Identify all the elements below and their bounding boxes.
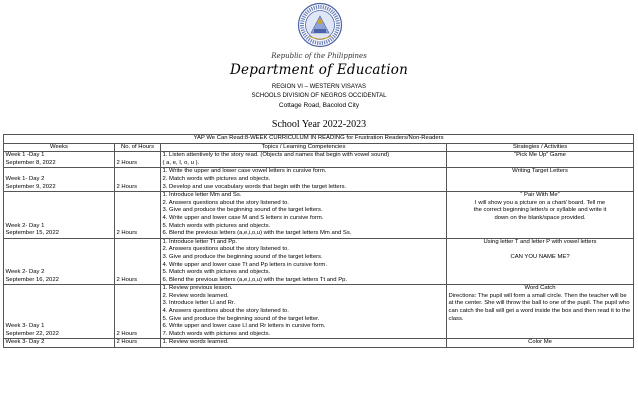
strategy-text: down on the blank/space provided. — [494, 214, 586, 221]
topics-cell — [161, 285, 447, 339]
topics-cell — [161, 192, 447, 239]
topic-item: 1. Introduce letter Tt and Pp. — [162, 238, 238, 245]
hours-cell: 2 Hours — [115, 168, 161, 192]
week-date: September 8, 2022 — [5, 159, 56, 166]
table-title-row — [4, 135, 634, 144]
topic-item: 3. Introduce letter Ll and Rr. — [162, 300, 236, 307]
hours-cell: 2 Hours — [115, 285, 161, 339]
week-cell — [4, 238, 115, 285]
topic-item: 1. Introduce letter Mm and Ss. — [162, 192, 242, 199]
topic-item: 5. Match words with pictures and objects. — [162, 269, 271, 276]
deped-seal-icon — [297, 2, 343, 48]
topic-item: 7. Match words with pictures and objects. — [162, 330, 271, 337]
week-cell — [4, 192, 115, 239]
region-line: REGION VI – WESTERN VISAYAS — [271, 84, 367, 90]
strategy-title: Word Catch — [524, 285, 556, 292]
topic-item: 2. Review words learned. — [162, 292, 229, 299]
hours-cell: 2 Hours — [115, 152, 161, 168]
topic-item: 3. Develop and use vocabulary words that begin with the target letters. — [162, 183, 347, 190]
strategies-cell — [447, 339, 634, 348]
strategy-text: I will show you a picture on a chart/ board. Tell me — [474, 199, 606, 206]
address-line: Cottage Road, Bacolod City — [278, 102, 360, 109]
table-row — [4, 285, 634, 339]
week-cell — [4, 285, 115, 339]
strategy-title: “ Pair With Me” — [520, 192, 560, 199]
topic-item: 6. Blend the previous letters (a,e,i,o,u) with the target letters Mm and Ss. — [162, 230, 352, 237]
table-title: YAP We Can Read:8-WEEK CURRICULUM IN READING for Frustration Readers/Non-Readers — [4, 135, 634, 144]
topics-cell — [161, 168, 447, 192]
strategy-spacer — [449, 246, 632, 254]
topic-item: 2. Answers questions about the story listened to. — [162, 246, 289, 253]
topic-item: 4. Write upper and lower case M and S letters in cursive form. — [162, 214, 324, 221]
week-date: September 16, 2022 — [5, 276, 59, 283]
strategy-title: Writing Target Letters — [512, 168, 568, 175]
strategy-title: CAN YOU NAME ME? — [510, 253, 570, 260]
table-row — [4, 339, 634, 348]
topic-item: 6. Write upper and lower case Ll and Rr letters in cursive form. — [162, 323, 326, 330]
table-row — [4, 238, 634, 285]
republic-line: Republic of the Philippines — [271, 52, 367, 60]
topics-cell — [161, 152, 447, 168]
topic-item: 6. Blend the previous letters (a,e,i,o,u) with the target letters Tt and Pp. — [162, 276, 348, 283]
curriculum-table — [3, 134, 634, 348]
topic-item: 5. Match words with pictures and objects. — [162, 222, 271, 229]
week-label: Week 3- Day 1 — [5, 323, 45, 330]
table-header-row — [4, 143, 634, 152]
topic-item: 3. Give and produce the beginning sound of the target letters. — [162, 207, 323, 214]
division-line: SCHOOLS DIVISION OF NEGROS OCCIDENTAL — [251, 93, 387, 99]
topics-cell — [161, 238, 447, 285]
hours-cell: 2 Hours — [115, 192, 161, 239]
strategy-text: the correct beginning letter/s or syllable and write it — [473, 207, 607, 214]
topics-cell — [161, 339, 447, 348]
strategies-cell — [447, 152, 634, 168]
strategy-text: Directions: The pupil will form a small circle. Then the teacher will be at the center. She will throw the ball to one of the pupil. The pupil who can catch the ball will get a word inside the box and then read it to the class. — [448, 292, 631, 322]
week-cell — [4, 339, 115, 348]
table-row — [4, 192, 634, 239]
column-header-weeks: Weeks — [4, 143, 115, 152]
school-year: School Year 2022-2023 — [271, 119, 367, 130]
week-date: September 9, 2022 — [5, 183, 56, 190]
column-header-hours: No. of Hours — [115, 143, 161, 152]
strategy-title: “Pick Me Up” Game — [514, 152, 566, 159]
week-label: Week 1- Day 2 — [5, 175, 45, 182]
topic-item: 2. Answers questions about the story listened to. — [162, 199, 289, 206]
strategies-cell — [447, 238, 634, 285]
column-header-strategies: Strategies / Activities — [447, 143, 634, 152]
week-date: September 22, 2022 — [5, 330, 59, 337]
hours-cell: 2 Hours — [115, 339, 161, 348]
topic-item: 1. Listen attentively to the story read. (Objects and names that begin with vowel sound) — [162, 152, 390, 159]
week-cell — [4, 168, 115, 192]
strategies-cell — [447, 285, 634, 339]
hours-cell: 2 Hours — [115, 238, 161, 285]
strategy-text: Using letter T and letter P with vowel letters — [483, 238, 597, 245]
week-label: Week 2- Day 2 — [5, 269, 45, 276]
strategies-cell — [447, 192, 634, 239]
topic-item: 4. Answers questions about the story listened to. — [162, 308, 289, 315]
week-label: Week 2- Day 1 — [5, 222, 45, 229]
week-label: Week 3- Day 2 — [5, 339, 45, 346]
topic-item: 1. Review words learned. — [162, 339, 229, 346]
table-row — [4, 152, 634, 168]
table-row — [4, 168, 634, 192]
topic-item: 1. Review previous lesson. — [162, 285, 233, 292]
topic-item: 3. Give and produce the beginning sound of the target letters. — [162, 253, 323, 260]
topic-item: 5. Give and produce the beginning sound of the target letter. — [162, 315, 320, 322]
week-cell — [4, 152, 115, 168]
topic-item: 2. Match words with pictures and objects. — [162, 175, 271, 182]
topic-item: 1. Write the upper and lower case vowel letters in cursive form. — [162, 168, 327, 175]
topic-item: ( a, e, I, o, u ). — [162, 159, 200, 166]
department-title: Department of Education — [230, 62, 408, 78]
week-label: Week 1 -Day 1 — [5, 152, 45, 159]
strategy-title: Color Me — [528, 339, 552, 346]
topic-item: 4. Write upper and lower case Tt and Pp letters in cursive form. — [162, 261, 327, 268]
week-date: September 15, 2022 — [5, 230, 59, 237]
column-header-topics: Topics / Learning Competencies — [161, 143, 447, 152]
strategies-cell — [447, 168, 634, 192]
